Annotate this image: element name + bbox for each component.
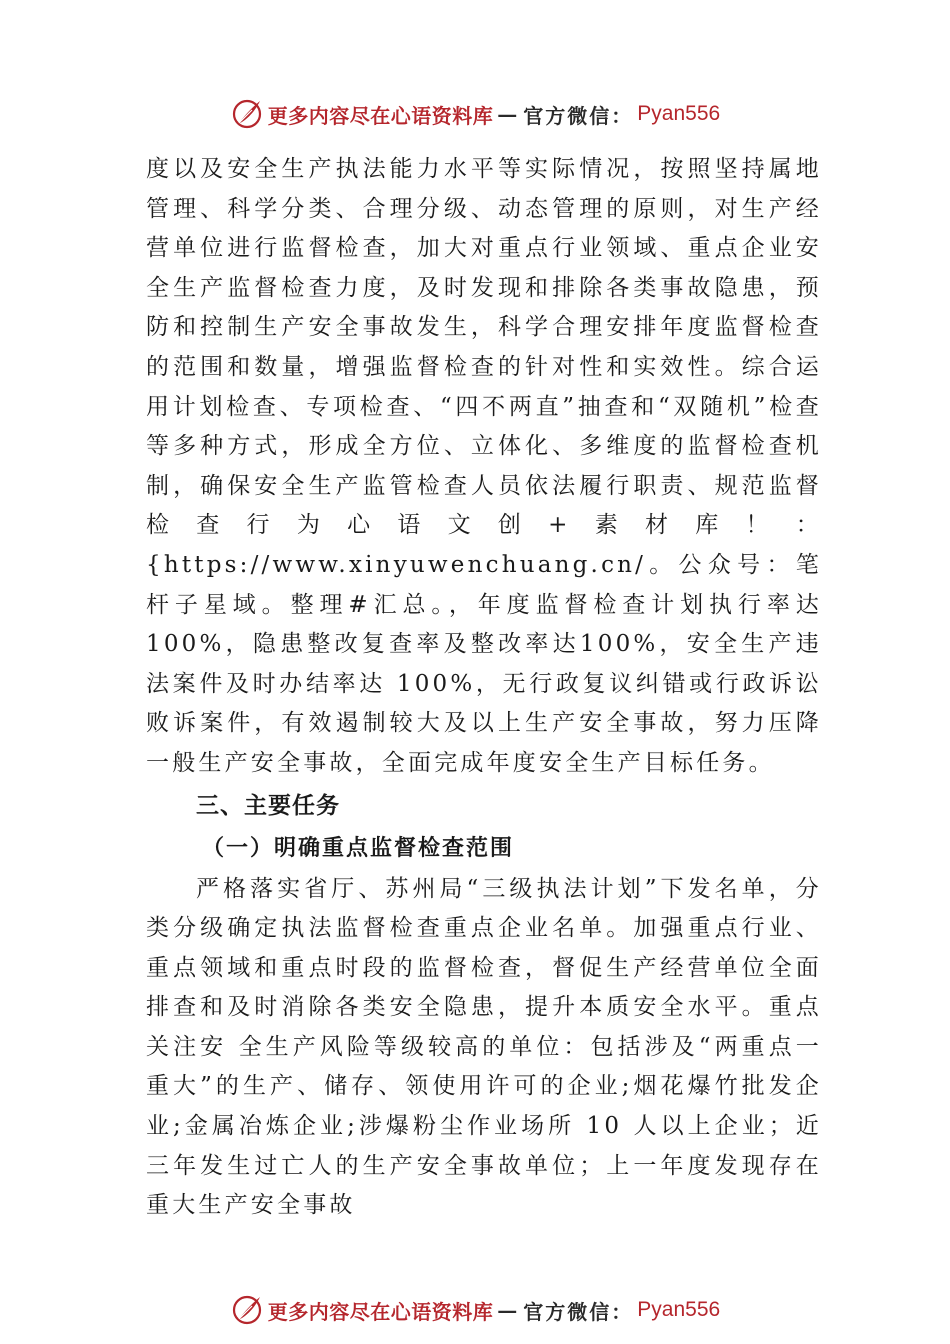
footer-site-name: 更多内容尽在心语资料库 [267,1299,494,1324]
footer-wechat-id: Pyan556 [637,1298,721,1321]
header-banner [0,94,950,134]
quill-pen-logo-icon [230,97,264,131]
body-paragraph-1: 度以及安全生产执法能力水平等实际情况，按照坚持属地管理、科学分类、合理分级、动态管理的原则，对生产经营单位进行监督检查，加大对重点行业领域、重点企业安全生产监督检查力度，及时发现和排除各类事故隐患，预防和控制生产安全事故发生，科学合理安排年度监督检查的范围和数量，增强监督检查的针对性和实效性。综合运用计划检查、专项检查、“四不两直”抽查和“双随机”检查等多种方式，形成全方位、立体化、多维度的监督检查机制，确保安全生产监管检查人员依法履行职责、规范监督检查行为心语文创+素材库！：{https://www.xinyuwenchuang.cn/。公众号：笔杆子星域。整理#汇总。，年度监督检查计划执行率达100%，隐患整改复查率及整改率达100%，安全生产违法案件及时办结率达 100%，无行政复议纠错或行政诉讼败诉案件，有效遏制较大及以上生产安全事故，努力压降一般生产安全事故，全面完成年度安全生产目标任务。 [146,156,822,776]
subsection-heading-scope: （一）明确重点监督检查范围 [202,834,515,861]
banner-wechat-id: Pyan556 [637,102,721,125]
document-body [146,150,822,1226]
body-paragraph-2: 严格落实省厅、苏州局“三级执法计划”下发名单，分类分级确定执法监督检查重点企业名单。加强重点行业、重点领域和重点时段的监督检查，督促生产经营单位全面排查和及时消除各类安全隐患，提升本质安全水平。重点关注安 全生产风险等级较高的单位：包括涉及“两重点一重大”的生产、储存、领使用许可的企业;烟花爆竹批发企业;金属冶炼企业;涉爆粉尘作业场所 10 人以上企业；近三年发生过亡人的生产安全事故单位；上一年度发现存在重大生产安全事故 [146,875,822,1219]
section-heading-main-tasks: 三、主要任务 [196,792,340,819]
footer-banner [0,1290,950,1330]
quill-pen-logo-icon [230,1293,264,1327]
banner-site-name: 更多内容尽在心语资料库 [267,103,494,128]
banner-wechat-label: 官方微信： [523,103,634,128]
banner-dash: — [497,102,520,126]
footer-dash: — [497,1298,520,1322]
footer-wechat-label: 官方微信： [523,1299,634,1324]
